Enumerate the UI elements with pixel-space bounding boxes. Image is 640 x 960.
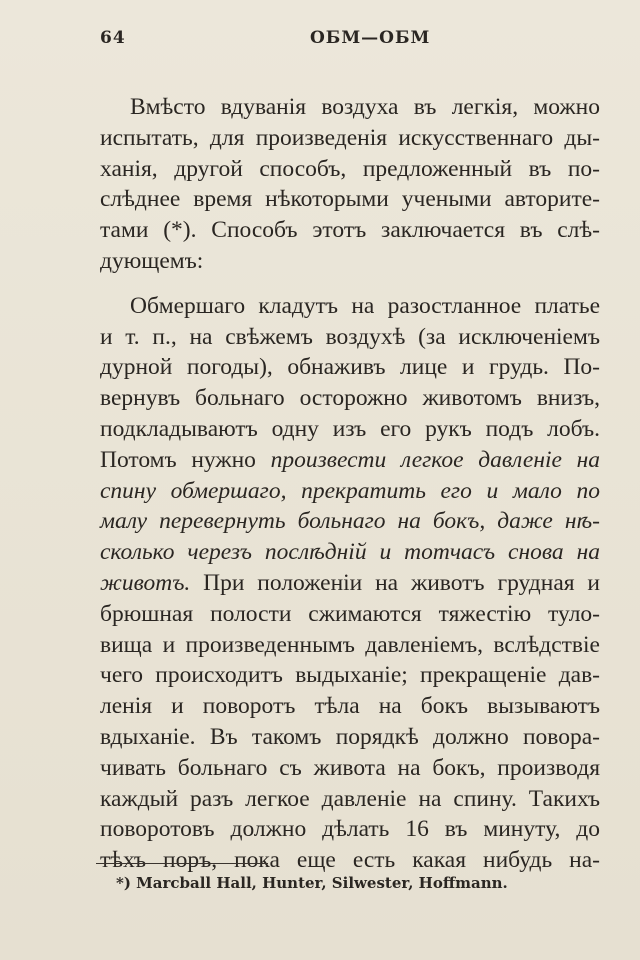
text-line: ханія, другой способъ, предложенный въ по- [100, 155, 600, 182]
text-line: Обмершаго кладутъ на разостланное платье [130, 292, 600, 319]
paragraph-gap [100, 277, 600, 291]
text-line: ленія и поворотъ тѣла на бокъ вызываютъ [100, 693, 600, 720]
italic-run: произвести легкое давленіе на [270, 446, 600, 473]
running-title: ОБМ—ОБМ [310, 28, 431, 48]
text-line-italic: малу перевернуть больнаго на бокъ, даже нѣ- [100, 508, 600, 535]
page-header [100, 22, 600, 52]
page-number: 64 [100, 28, 126, 48]
text-run: При положеніи на животъ грудная и [190, 569, 600, 596]
text-line: Вмѣсто вдуванія воздуха въ легкія, можно [130, 94, 600, 120]
text-line-italic: спину обмершаго, прекратить его и мало по [100, 477, 600, 504]
text-line: чивать больнаго съ живота на бокъ, производя [100, 754, 600, 781]
footnote-rule [96, 863, 268, 864]
paragraph-1 [100, 92, 600, 277]
text-line-italic: сколько черезъ послѣдній и тотчасъ снова на [100, 539, 600, 566]
text-run: Потомъ нужно [100, 446, 271, 473]
text-line: чего происходитъ выдыханіе; прекращеніе дав- [100, 662, 600, 689]
text-line: дующемъ: [100, 247, 204, 274]
text-line: брюшная полости сжимаются тяжестію туло- [100, 600, 600, 627]
text-line [100, 445, 600, 476]
text-line: поворотовъ должно дѣлать 16 въ минуту, до [100, 816, 600, 843]
paragraph-2 [100, 291, 600, 876]
page-body [100, 92, 600, 876]
text-line: вища и произведеннымъ давленіемъ, вслѣдствіе [100, 631, 600, 658]
footnote: *) Marcball Hall, Hunter, Silwester, Hoffmann. [116, 874, 508, 892]
text-line: подкладываютъ одну изъ его рукъ подъ лобъ. [100, 415, 600, 442]
text-line [100, 568, 600, 599]
text-line: слѣднее время нѣкоторыми учеными авторите- [100, 186, 600, 213]
italic-run: животъ. [100, 569, 191, 596]
text-line: испытать, для произведенія искусственнаго ды- [100, 124, 600, 151]
text-line: и т. п., на свѣжемъ воздухѣ (за исключеніемъ [100, 323, 600, 350]
text-line: дурной погоды), обнаживъ лице и грудь. По- [100, 354, 600, 381]
text-line: вдыханіе. Въ такомъ порядкѣ должно повора- [100, 723, 600, 750]
text-line: вернувъ больнаго осторожно животомъ внизъ, [100, 385, 600, 412]
text-line: тѣхъ поръ, пока еще есть какая нибудь на- [100, 847, 600, 874]
text-line: тами (*). Способъ этотъ заключается въ слѣ- [100, 217, 600, 244]
text-line: каждый разъ легкое давленіе на спину. Такихъ [100, 785, 600, 812]
